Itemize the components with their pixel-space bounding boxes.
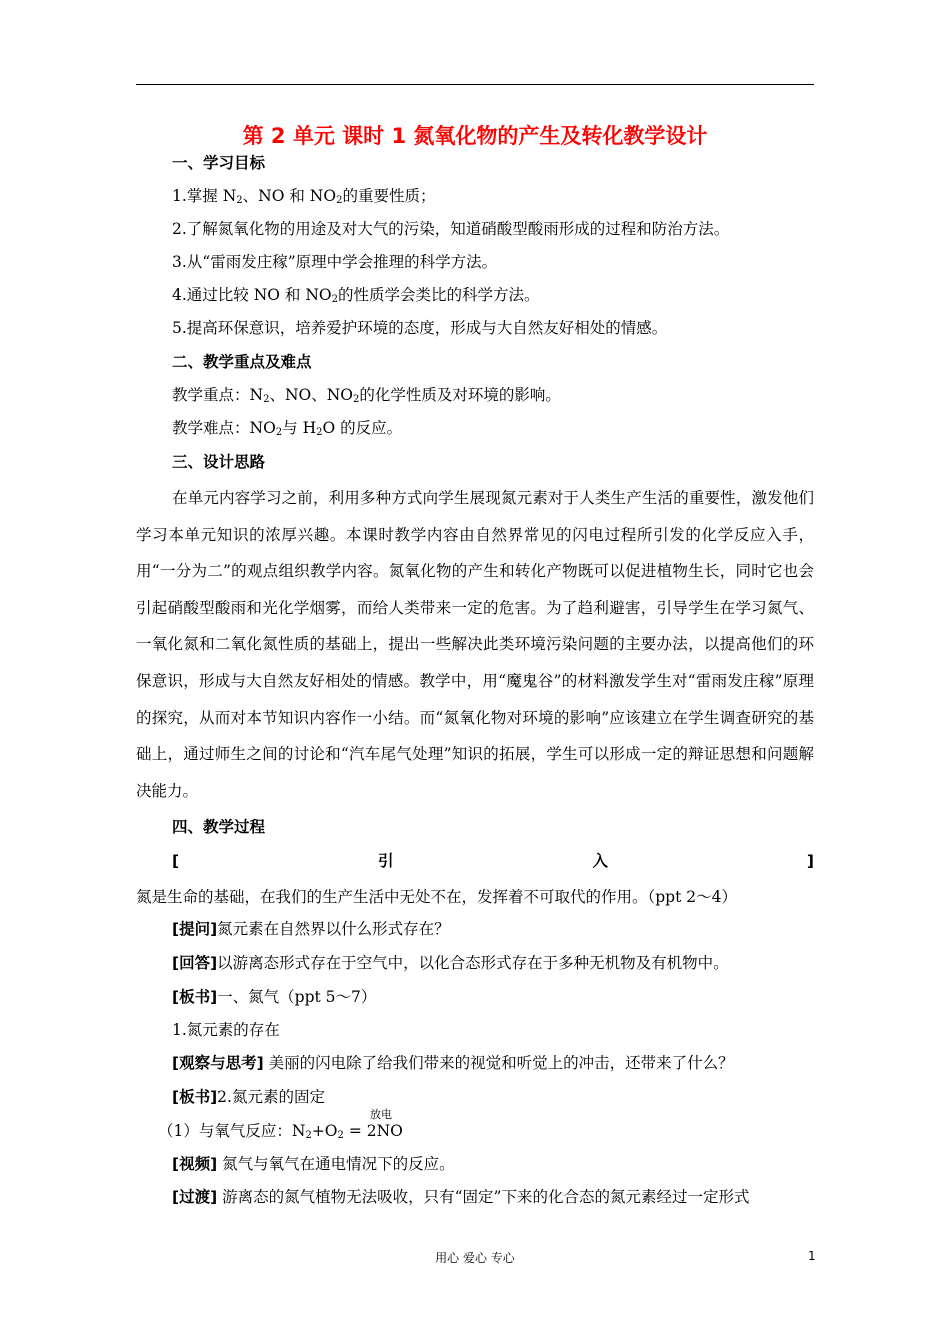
section-heading-process: 四、教学过程 <box>172 818 266 836</box>
video-line: [视频] 氮气与氧气在通电情况下的反应。 <box>172 1155 455 1173</box>
nitrogen-existence: 1.氮元素的存在 <box>172 1021 280 1039</box>
objective-2: 2.了解氮氧化物的用途及对大气的污染，知道硝酸型酸雨形成的过程和防治方法。 <box>172 220 730 238</box>
answer-line: [回答]以游离态形式存在于空气中，以化合态形式存在于多种无机物及有机物中。 <box>172 954 729 972</box>
objective-1: 1.掌握 $N_2$、NO 和 $NO_2$的重要性质； <box>172 187 436 206</box>
key-point: 教学重点：$N_2$、NO、$NO_2$的化学性质及对环境的影响。 <box>172 386 561 405</box>
transition-line: [过渡] 游离态的氮气植物无法吸收，只有“固定”下来的化合态的氮元素经过一定形式 <box>172 1188 750 1206</box>
design-paragraph: 在单元内容学习之前，利用多种方式向学生展现氮元素对于人类生产生活的重要性，激发他们学习本单元知识的浓厚兴趣。本课时教学内容由自然界常见的闪电过程所引发的化学反应入手，用“一分为二”的观点组织教学内容。氮氧化物的产生和转化产物既可以促进植物生长，同时它也会引起硝酸型酸雨和光化学烟雾，而给人类带来一定的危害。为了趋利避害，引导学生在学习氮气、一氧化氮和二氧化氮性质的基础上，提出一些解决此类环境污染问题的主要办法，以提高他们的环保意识，形成与大自然友好相处的情感。教学中，用“魔鬼谷”的材料激发学生对“雷雨发庄稼”原理的探究，从而对本节知识内容作一小结。而“氮氧化物对环境的影响”应该建立在学生调查研究的基础上，通过师生之间的讨论和“汽车尾气处理”知识的拓展，学生可以形成一定的辩证思想和问题解决能力。 <box>136 489 814 800</box>
page-number: 1 <box>808 1249 816 1263</box>
section-heading-objectives: 一、学习目标 <box>172 154 266 172</box>
reaction-equation: （1）与氧气反应：$N_2+O_2 = 2NO$ <box>158 1122 403 1141</box>
board-line-2: [板书]2.氮元素的固定 <box>172 1088 325 1106</box>
page-footer: 用心 爱心 专心 <box>435 1251 515 1265</box>
difficult-point: 教学难点：$NO_2$与 $H_2O$ 的反应。 <box>172 419 403 438</box>
document-title: 第 2 单元 课时 1 氮氧化物的产生及转化教学设计 <box>242 124 708 148</box>
board-line-1: [板书]一、氮气（ppt 5～7） <box>172 988 377 1006</box>
reaction-condition: 放电 <box>370 1108 392 1121</box>
section-heading-key-points: 二、教学重点及难点 <box>172 353 312 371</box>
intro-paragraph: [引入]氮是生命的基础，在我们的生产生活中无处不在，发挥着不可取代的作用。（ppt 2～4） <box>136 852 814 906</box>
question-line: [提问]氮元素在自然界以什么形式存在？ <box>172 920 450 938</box>
header-rule <box>136 84 814 85</box>
objective-4: 4.通过比较 NO 和 $NO_2$的性质学会类比的科学方法。 <box>172 286 540 305</box>
objective-5: 5.提高环保意识，培养爱护环境的态度，形成与大自然友好相处的情感。 <box>172 319 668 337</box>
section-heading-design: 三、设计思路 <box>172 453 266 471</box>
objective-3: 3.从“雷雨发庄稼”原理中学会推理的科学方法。 <box>172 253 498 271</box>
observe-line: [观察与思考] 美丽的闪电除了给我们带来的视觉和听觉上的冲击，还带来了什么？ <box>172 1054 734 1072</box>
